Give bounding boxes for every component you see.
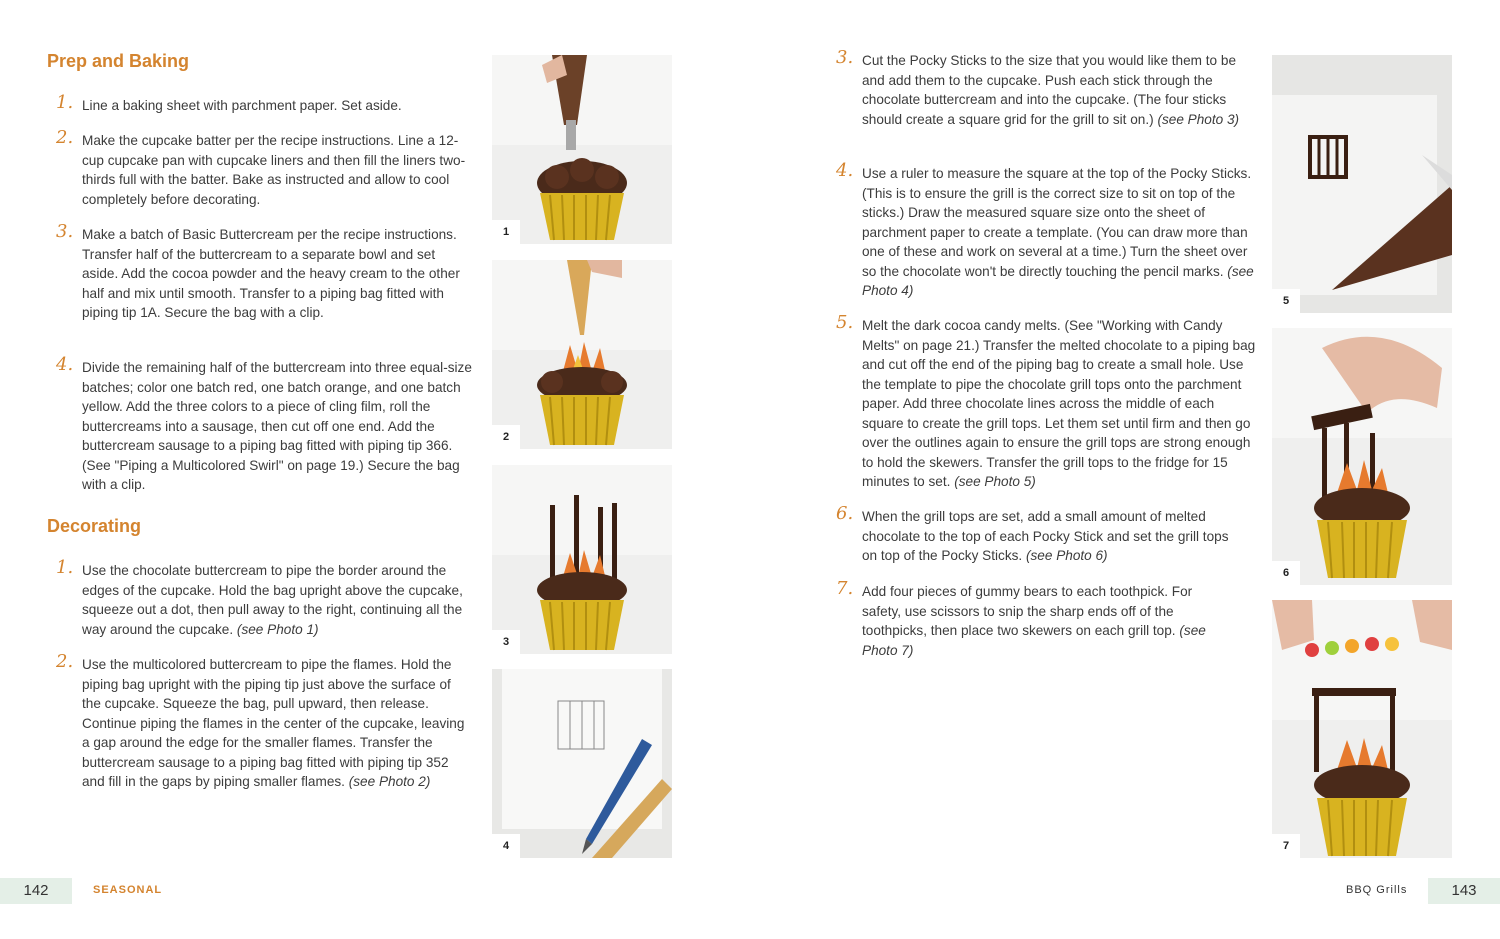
cupcake-pocky-sticks-icon: [492, 465, 672, 654]
gummy-skewer-icon: [1272, 600, 1452, 858]
step-text: Make a batch of Basic Buttercream per the recipe instructions. Transfer half of the buttercream to a separate bowl and set aside. Add the cocoa powder and the heavy cream to the other half and mix until smooth. Transfer to a piping bag fitted with piping tip 1A. Secure the bag with a clip.: [82, 227, 460, 320]
photo-ref: (see Photo 3): [1157, 111, 1240, 127]
page-number-tab: [0, 878, 72, 904]
parchment-template-icon: [492, 669, 672, 858]
step-number: 7.: [836, 578, 854, 599]
photo-4: [492, 669, 672, 858]
photo-number: 2: [492, 425, 520, 449]
photo-number: 4: [492, 834, 520, 858]
step-number: 1.: [56, 92, 74, 113]
step-text: Make the cupcake batter per the recipe instructions. Line a 12-cup cupcake pan with cupcake liners and then fill the liners two-thirds full with the batter. Bake as instructed and allow to cool completely before decorating.: [82, 133, 466, 207]
step-text: When the grill tops are set, add a small amount of melted chocolate to the top of each Pocky Stick and set the grill tops on top of the Pocky Sticks.: [862, 509, 1229, 563]
grill-placing-icon: [1272, 328, 1452, 585]
photo-number: 6: [1272, 561, 1300, 585]
step-number: 5.: [836, 312, 854, 333]
chocolate-grill-piping-icon: [1272, 55, 1452, 313]
step-number: 1.: [56, 557, 74, 578]
section-label: BBQ Grills: [1346, 884, 1408, 896]
photo-ref: (see Photo 2): [348, 774, 431, 789]
photo-7: [1272, 600, 1452, 858]
step-number: 2.: [56, 127, 74, 148]
step-text: Use a ruler to measure the square at the top of the Pocky Sticks. (This is to ensure the grill is the correct size to sit on top of the sticks.) Draw the measured square size onto the sheet of parchment paper to create a template. (You can draw more than one of these and work on several at a time.) Turn the sheet over so the chocolate won't be directly touching the pencil marks.: [862, 166, 1252, 279]
prep-heading: Prep and Baking: [47, 51, 190, 71]
photo-ref: (see Photo 5): [954, 474, 1036, 489]
photo-ref: (see Photo 7): [862, 623, 1206, 658]
right-page: [750, 0, 1500, 939]
photo-ref: (see Photo 4): [862, 263, 1254, 298]
step-text: Melt the dark cocoa candy melts. (See "Working with Candy Melts" on page 21.) Transfer the melted chocolate to a piping bag and cut off the end of the piping bag to create a small hole. Use the template to pipe the chocolate grill tops onto the parchment paper. Add three chocolate lines across the middle of each square to create the grill tops. Let them set until firm and then go over the outlines again to ensure the grill tops are strong enough to hold the skewers. Transfer the grill tops to the fridge for 15 minutes to set.: [862, 318, 1256, 489]
step-number: 2.: [56, 651, 74, 672]
step-number: 4.: [56, 354, 74, 375]
step-number: 6.: [836, 503, 854, 524]
page-number: 142: [23, 882, 49, 899]
step-text: Cut the Pocky Sticks to the size that you would like them to be and add them to the cupcake. Push each stick through the chocolate buttercream and into the cupcake. (The four sticks should create a square grid for the grill to sit on.): [862, 53, 1237, 127]
photo-5: [1272, 55, 1452, 313]
step-text: Divide the remaining half of the buttercream into three equal-size batches; color one batch red, one batch orange, and one batch yellow. Add the three colors to a piece of cling film, roll the buttercreams into a sausage, then cut off one end. Add the buttercream sausage to a piping bag fitted with piping tip 366. (See "Piping a Multicolored Swirl" on page 19.) Secure the bag with a clip.: [82, 360, 472, 492]
step-number: 3.: [56, 221, 74, 242]
cupcake-flames-icon: [492, 260, 672, 449]
step-text: Line a baking sheet with parchment paper. Set aside.: [82, 98, 402, 113]
photo-number: 5: [1272, 289, 1300, 313]
photo-number: 1: [492, 220, 520, 244]
photo-ref: (see Photo 1): [236, 621, 319, 637]
photo-ref: (see Photo 6): [1025, 548, 1108, 563]
photo-2: [492, 260, 672, 449]
step-text: Use the multicolored buttercream to pipe the flames. Hold the piping bag upright with the piping tip just above the surface of the cupcake. Squeeze the bag, pull upward, then release. Continue piping the flames in the center of the cupcake, leaving a gap around the edge for the smaller flames. Transfer the buttercream sausage to a piping bag fitted with piping tip 352 and fill in the gaps by piping smaller flames.: [82, 657, 465, 789]
decorating-heading: Decorating: [47, 516, 142, 536]
page-number: 143: [1451, 882, 1477, 899]
page-number-tab: [1428, 878, 1500, 904]
photo-number: 3: [492, 630, 520, 654]
cupcake-chocolate-border-icon: [492, 55, 672, 244]
section-label: SEASONAL: [93, 884, 163, 896]
photo-6: [1272, 328, 1452, 585]
photo-number: 7: [1272, 834, 1300, 858]
photo-1: [492, 55, 672, 244]
step-number: 3.: [836, 47, 854, 68]
step-text: Add four pieces of gummy bears to each toothpick. For safety, use scissors to snip the sharp ends off of the toothpicks, then place two skewers on each grill top.: [862, 584, 1193, 638]
photo-3: [492, 465, 672, 654]
step-number: 4.: [836, 160, 854, 181]
step-text: Use the chocolate buttercream to pipe the border around the edges of the cupcake. Hold the bag upright above the cupcake, squeeze out a dot, then pull away to the right, continuing all the way around the cupcake.: [82, 563, 463, 637]
